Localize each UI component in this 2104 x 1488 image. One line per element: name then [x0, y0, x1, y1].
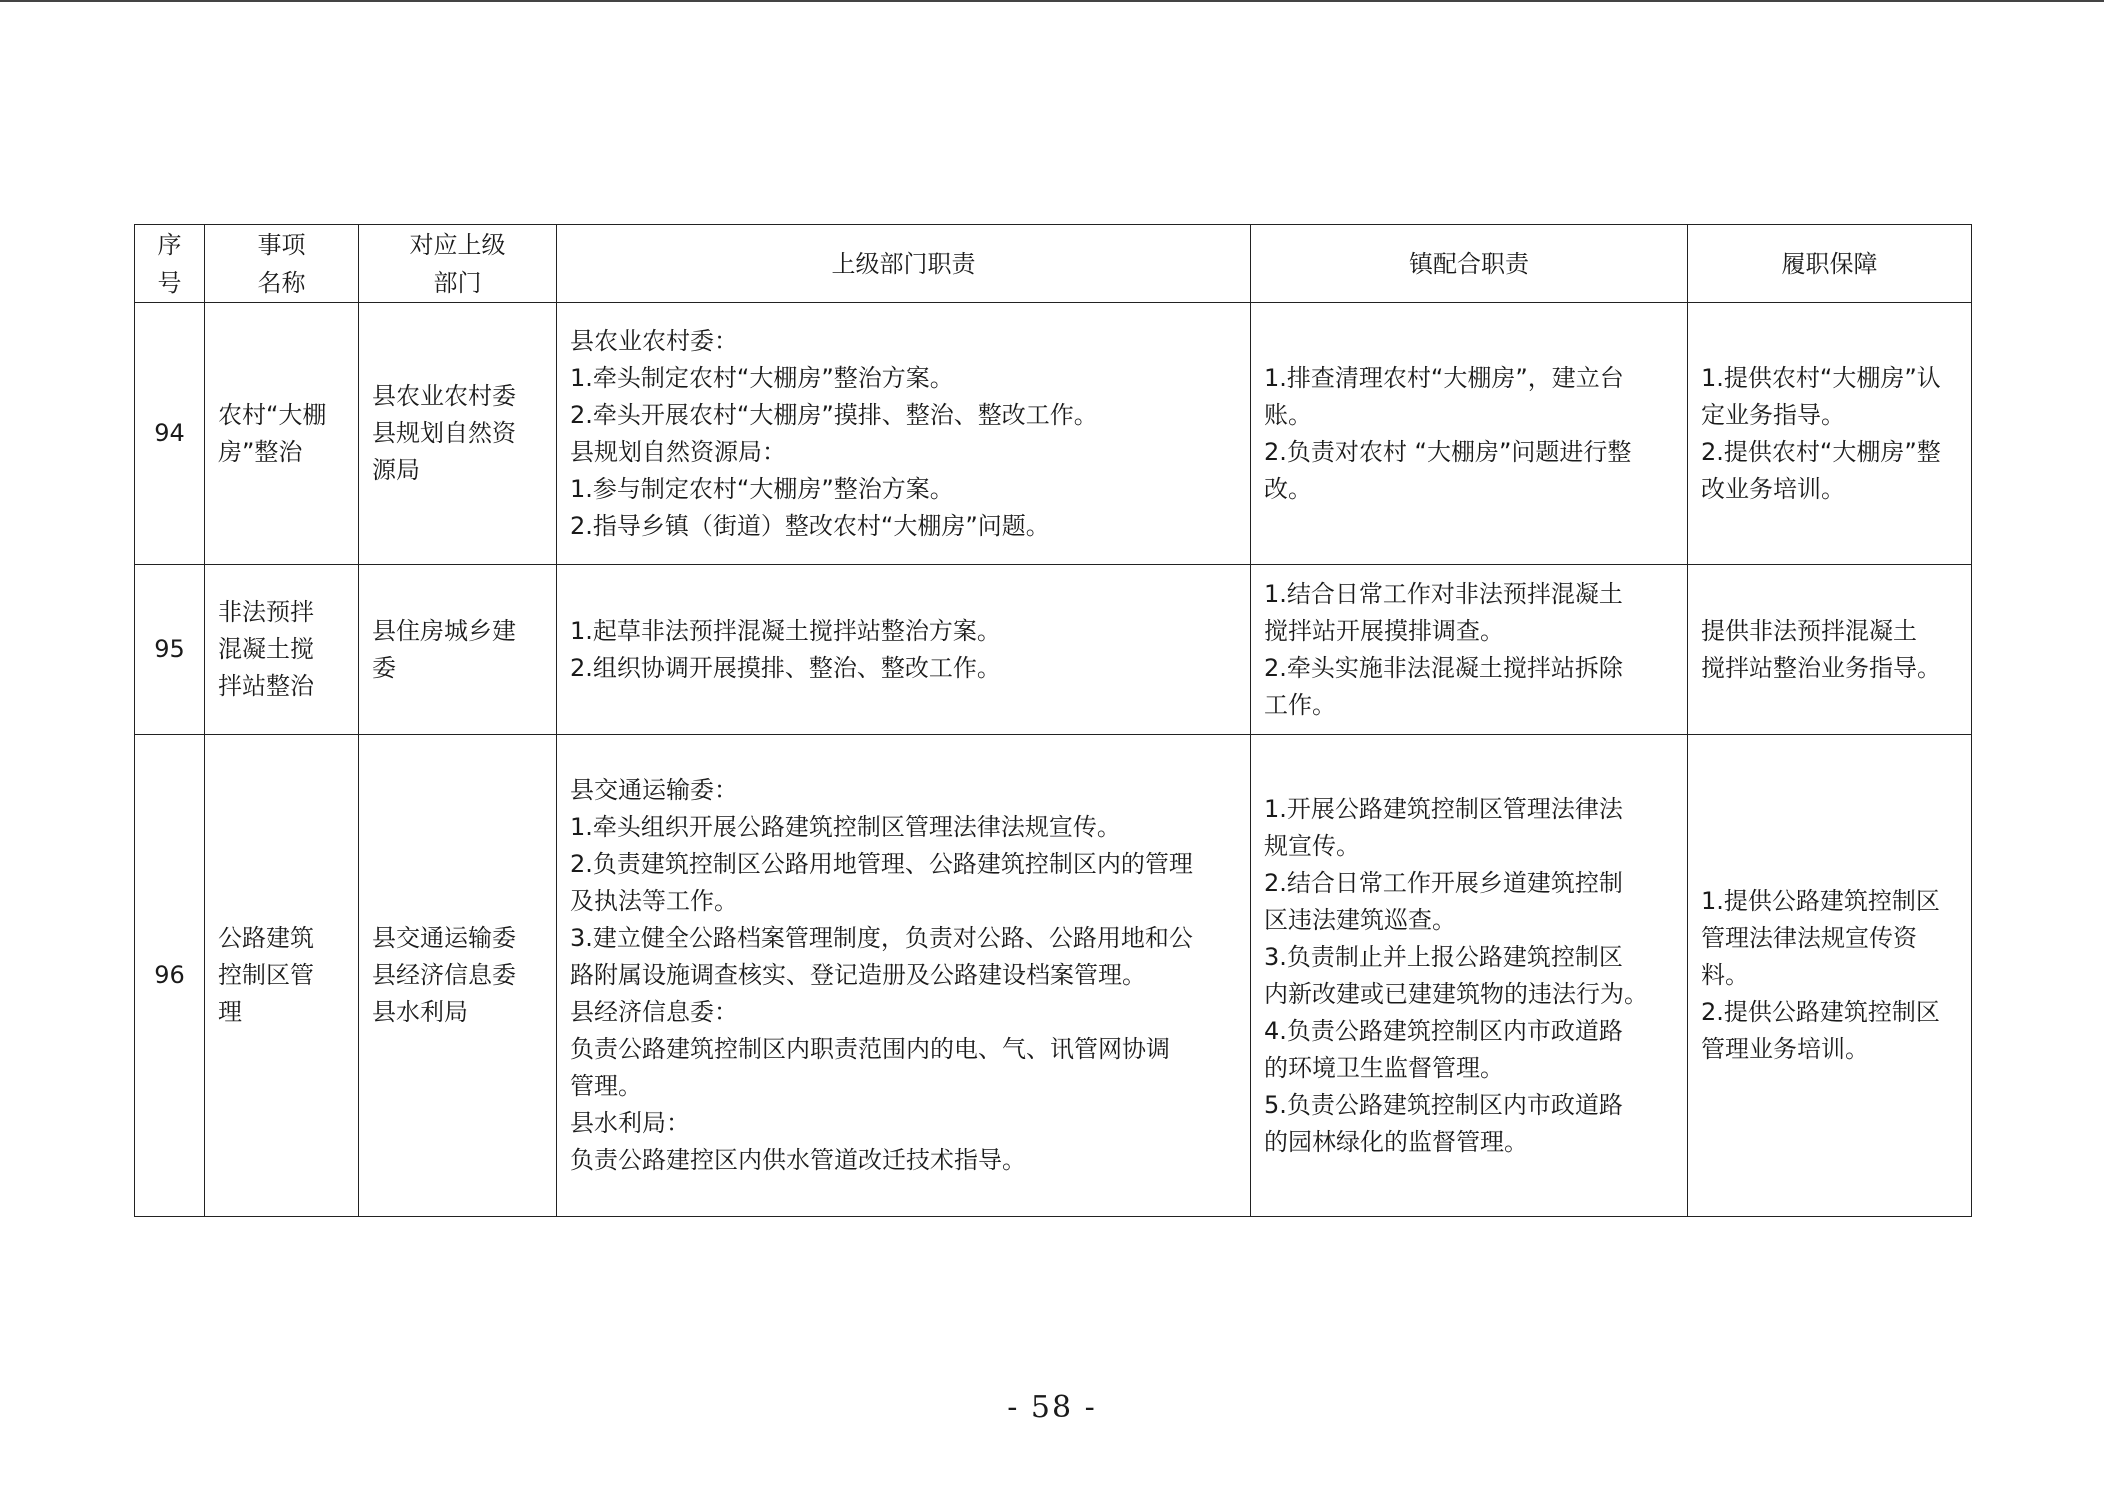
row-item-name: 公路建筑 控制区管 理	[205, 735, 359, 1217]
row-town-duties: 1.开展公路建筑控制区管理法律法 规宣传。 2.结合日常工作开展乡道建筑控制 区违法建筑巡查。 3.负责制止并上报公路建筑控制区 内新改建或已建建筑物的违法行为。 4.负责公路建筑控制区内市政道路 的环境卫生监督管理。 5.负责公路建筑控制区内市政道路 的园林绿化的监督管理。	[1251, 735, 1688, 1217]
row-item-name: 农村“大棚 房”整治	[205, 303, 359, 565]
row-upper-duties: 县交通运输委： 1.牵头组织开展公路建筑控制区管理法律法规宣传。 2.负责建筑控制区公路用地管理、公路建筑控制区内的管理 及执法等工作。 3.建立健全公路档案管理制度，负责对公路、公路用地和公 路附属设施调查核实、登记造册及公路建设档案管理。 县经济信息委： 负责公路建筑控制区内职责范围内的电、气、讯管网协调 管理。 县水利局： 负责公路建控区内供水管道改迁技术指导。	[557, 735, 1251, 1217]
table-row	[135, 565, 1972, 735]
table-row	[135, 735, 1972, 1217]
row-upper-duties: 县农业农村委： 1.牵头制定农村“大棚房”整治方案。 2.牵头开展农村“大棚房”摸排、整治、整改工作。 县规划自然资源局： 1.参与制定农村“大棚房”整治方案。 2.指导乡镇（街道）整改农村“大棚房”问题。	[557, 303, 1251, 565]
row-upper-duties: 1.起草非法预拌混凝土搅拌站整治方案。 2.组织协调开展摸排、整治、整改工作。	[557, 565, 1251, 735]
header-guarantee: 履职保障	[1688, 225, 1972, 303]
header-item-name: 事项 名称	[205, 225, 359, 303]
table-row	[135, 303, 1972, 565]
row-department: 县农业农村委 县规划自然资 源局	[359, 303, 557, 565]
header-town-duties: 镇配合职责	[1251, 225, 1688, 303]
header-upper-duties: 上级部门职责	[557, 225, 1251, 303]
row-department: 县交通运输委 县经济信息委 县水利局	[359, 735, 557, 1217]
row-town-duties: 1.排查清理农村“大棚房”，建立台 账。 2.负责对农村 “大棚房”问题进行整 改。	[1251, 303, 1688, 565]
row-town-duties: 1.结合日常工作对非法预拌混凝土 搅拌站开展摸排调查。 2.牵头实施非法混凝土搅拌站拆除 工作。	[1251, 565, 1688, 735]
page-number: - 58 -	[1007, 1390, 1097, 1425]
row-guarantee: 提供非法预拌混凝土 搅拌站整治业务指导。	[1688, 565, 1972, 735]
header-upper-department: 对应上级 部门	[359, 225, 557, 303]
row-seq: 96	[135, 735, 205, 1217]
top-border-line	[0, 0, 2104, 2]
duty-table	[134, 224, 1972, 1217]
row-department: 县住房城乡建 委	[359, 565, 557, 735]
row-item-name: 非法预拌 混凝土搅 拌站整治	[205, 565, 359, 735]
header-seq: 序 号	[135, 225, 205, 303]
table-header-row	[135, 225, 1972, 303]
row-seq: 94	[135, 303, 205, 565]
row-seq: 95	[135, 565, 205, 735]
row-guarantee: 1.提供公路建筑控制区 管理法律法规宣传资 料。 2.提供公路建筑控制区 管理业务培训。	[1688, 735, 1972, 1217]
row-guarantee: 1.提供农村“大棚房”认 定业务指导。 2.提供农村“大棚房”整 改业务培训。	[1688, 303, 1972, 565]
